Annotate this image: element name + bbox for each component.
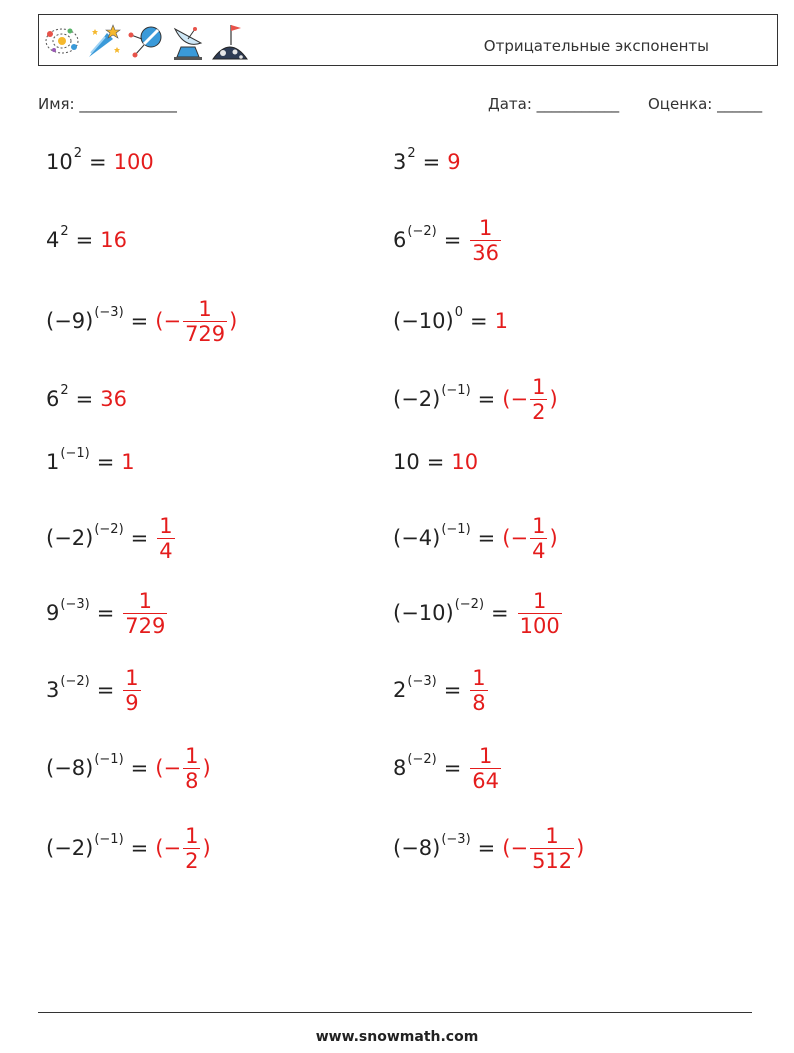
answer-fraction — [470, 216, 501, 265]
answer — [155, 824, 210, 873]
problem-base: (−4) — [393, 526, 441, 550]
problem-base: 3 — [46, 678, 60, 702]
fraction-denominator: 4 — [532, 538, 546, 563]
answer — [502, 824, 584, 873]
equals-sign: = — [130, 756, 149, 780]
problem-item — [393, 291, 508, 351]
equals-sign: = — [477, 387, 496, 411]
fraction-denominator: 2 — [532, 399, 546, 424]
fraction-denominator: 100 — [519, 613, 560, 638]
problem-item — [46, 738, 211, 798]
answer-close: ) — [549, 526, 558, 550]
problem-exponent: 2 — [73, 145, 83, 161]
answer-neg-open: (− — [502, 387, 529, 411]
fraction-denominator: 8 — [185, 768, 199, 793]
problem-item — [46, 432, 135, 492]
problem-base: 8 — [393, 756, 407, 780]
answer-fraction — [183, 824, 200, 873]
problem-row — [0, 291, 794, 351]
answer-fraction — [470, 666, 487, 715]
problem-item — [393, 369, 558, 429]
problem-exponent: (−3) — [441, 831, 471, 847]
fraction-denominator: 512 — [532, 848, 573, 873]
problem-base: (−10) — [393, 601, 454, 625]
answer-close: ) — [576, 836, 585, 860]
equals-sign: = — [96, 678, 115, 702]
problem-exponent: (−1) — [94, 831, 124, 847]
fraction-numerator: 1 — [125, 665, 139, 690]
problem-row — [0, 432, 794, 492]
fraction-denominator: 2 — [185, 848, 199, 873]
problem-base: (−8) — [46, 756, 94, 780]
problem-base: (−9) — [46, 309, 94, 333]
equals-sign: = — [426, 450, 445, 474]
problem-item — [393, 508, 558, 568]
problem-exponent: 2 — [407, 145, 416, 161]
problem-exponent: (−1) — [94, 751, 124, 767]
answer-value: 100 — [113, 150, 154, 174]
problem-item — [46, 210, 127, 270]
answer-fraction — [157, 514, 174, 563]
answer — [155, 514, 176, 563]
problem-base: 6 — [46, 387, 60, 411]
date-field: Дата: ___________ — [488, 95, 620, 113]
fraction-numerator: 1 — [478, 215, 493, 240]
footer-divider — [38, 1012, 752, 1013]
answer-value: 36 — [100, 387, 127, 411]
fraction-denominator: 36 — [472, 240, 500, 265]
problem-item — [393, 210, 503, 270]
fraction-numerator: 1 — [138, 588, 153, 613]
grade-field: Оценка: ______ — [648, 95, 763, 113]
name-field: Имя: _____________ — [38, 95, 177, 113]
equals-sign: = — [96, 601, 115, 625]
fraction-numerator: 1 — [185, 743, 199, 768]
answer — [468, 216, 503, 265]
equals-sign: = — [477, 836, 496, 860]
equals-sign: = — [89, 150, 107, 174]
fraction-denominator: 4 — [159, 538, 173, 563]
problem-base: 3 — [393, 150, 407, 174]
problem-base: 6 — [393, 228, 407, 252]
problem-exponent: (−2) — [60, 673, 90, 689]
answer — [451, 450, 478, 474]
answer-neg-open: (− — [155, 756, 182, 780]
problem-item — [393, 818, 584, 878]
answer-close: ) — [229, 309, 238, 333]
equals-sign: = — [443, 756, 462, 780]
fraction-denominator: 729 — [185, 321, 226, 346]
problem-item — [393, 432, 478, 492]
solar-system-icon — [43, 19, 81, 63]
problem-exponent: (−2) — [454, 596, 485, 612]
problem-exponent: (−2) — [94, 521, 124, 537]
equals-sign: = — [443, 678, 462, 702]
problem-base: (−2) — [46, 836, 94, 860]
moon-flag-icon — [211, 19, 249, 63]
problem-exponent: (−3) — [60, 596, 90, 612]
answer-value: 1 — [494, 309, 508, 333]
equals-sign: = — [469, 309, 488, 333]
answer-value: 16 — [100, 228, 127, 252]
fraction-numerator: 1 — [472, 665, 486, 690]
problem-exponent: 2 — [60, 382, 69, 398]
worksheet-title: Отрицательные экспоненты — [483, 37, 709, 55]
answer-neg-open: (− — [502, 526, 529, 550]
answer-value: 9 — [447, 150, 461, 174]
fraction-numerator: 1 — [198, 296, 212, 321]
answer — [155, 744, 210, 793]
problem-base: (−2) — [46, 526, 94, 550]
comet-icon — [85, 19, 123, 63]
problem-item — [46, 132, 154, 192]
problem-row — [0, 210, 794, 270]
problem-base: (−8) — [393, 836, 441, 860]
problem-row — [0, 583, 794, 643]
problem-base: 9 — [46, 601, 60, 625]
problem-exponent: (−3) — [407, 673, 437, 689]
equals-sign: = — [422, 150, 441, 174]
problem-item — [46, 508, 177, 568]
fraction-numerator: 1 — [545, 823, 559, 848]
answer — [495, 309, 508, 333]
answer-neg-open: (− — [155, 836, 182, 860]
answer — [100, 228, 127, 252]
fraction-denominator: 8 — [472, 690, 486, 715]
problem-row — [0, 660, 794, 720]
answer-neg-open: (− — [155, 309, 182, 333]
satellite-icon — [127, 19, 165, 63]
problem-item — [393, 660, 490, 720]
header-icons — [43, 19, 249, 63]
fraction-denominator: 9 — [125, 690, 139, 715]
equals-sign: = — [130, 526, 149, 550]
fraction-numerator: 1 — [185, 823, 199, 848]
fraction-denominator: 729 — [125, 613, 166, 638]
equals-sign: = — [443, 228, 462, 252]
answer — [447, 150, 460, 174]
problem-base: 2 — [393, 678, 407, 702]
equals-sign: = — [75, 228, 94, 252]
fraction-numerator: 1 — [478, 743, 493, 768]
problem-item — [393, 738, 503, 798]
problem-row — [0, 738, 794, 798]
problem-base: 10 — [393, 450, 420, 474]
problem-exponent: (−1) — [441, 382, 471, 398]
problem-item — [46, 291, 237, 351]
answer-fraction — [530, 375, 547, 424]
fraction-numerator: 1 — [532, 374, 546, 399]
footer-url: www.snowmath.com — [315, 1029, 479, 1045]
answer-close: ) — [202, 756, 211, 780]
answer — [114, 150, 154, 174]
radar-dish-icon — [169, 19, 207, 63]
answer — [502, 514, 557, 563]
problem-base: 10 — [46, 150, 73, 174]
problem-row — [0, 369, 794, 429]
answer-fraction — [183, 297, 227, 346]
answer-close: ) — [549, 387, 558, 411]
problem-item — [46, 369, 127, 429]
answer-fraction — [470, 744, 501, 793]
header-box — [38, 14, 778, 66]
equals-sign: = — [130, 836, 149, 860]
answer-fraction — [518, 589, 562, 638]
problem-exponent: (−1) — [441, 521, 471, 537]
problem-base: (−10) — [393, 309, 454, 333]
answer-value: 1 — [121, 450, 135, 474]
problem-row — [0, 508, 794, 568]
fraction-numerator: 1 — [532, 513, 546, 538]
answer — [100, 387, 127, 411]
problem-exponent: (−1) — [60, 445, 90, 461]
problem-item — [46, 660, 143, 720]
answer-fraction — [183, 744, 200, 793]
fraction-denominator: 64 — [472, 768, 500, 793]
answer-close: ) — [202, 836, 211, 860]
problem-item — [46, 818, 211, 878]
answer — [468, 744, 503, 793]
answer — [502, 375, 557, 424]
answer — [155, 297, 237, 346]
problem-exponent: (−2) — [407, 751, 437, 767]
answer-neg-open: (− — [502, 836, 529, 860]
answer-fraction — [123, 666, 140, 715]
problem-exponent: 2 — [60, 223, 69, 239]
equals-sign: = — [130, 309, 149, 333]
problem-row — [0, 818, 794, 878]
problem-base: 4 — [46, 228, 60, 252]
answer — [516, 589, 564, 638]
problem-exponent: (−2) — [407, 223, 437, 239]
problem-row — [0, 132, 794, 192]
answer — [121, 666, 142, 715]
answer — [468, 666, 489, 715]
answer-fraction — [530, 824, 574, 873]
answer — [121, 450, 134, 474]
problem-item — [393, 583, 564, 643]
problem-item — [393, 132, 461, 192]
equals-sign: = — [96, 450, 115, 474]
equals-sign: = — [491, 601, 509, 625]
answer — [121, 589, 169, 638]
equals-sign: = — [75, 387, 94, 411]
problem-base: 1 — [46, 450, 60, 474]
answer-fraction — [530, 514, 547, 563]
equals-sign: = — [477, 526, 496, 550]
problem-base: (−2) — [393, 387, 441, 411]
fraction-numerator: 1 — [532, 588, 547, 613]
problem-exponent: (−3) — [94, 304, 124, 320]
fraction-numerator: 1 — [159, 513, 173, 538]
answer-fraction — [123, 589, 167, 638]
problem-exponent: 0 — [454, 304, 463, 320]
answer-value: 10 — [451, 450, 479, 474]
problem-item — [46, 583, 169, 643]
